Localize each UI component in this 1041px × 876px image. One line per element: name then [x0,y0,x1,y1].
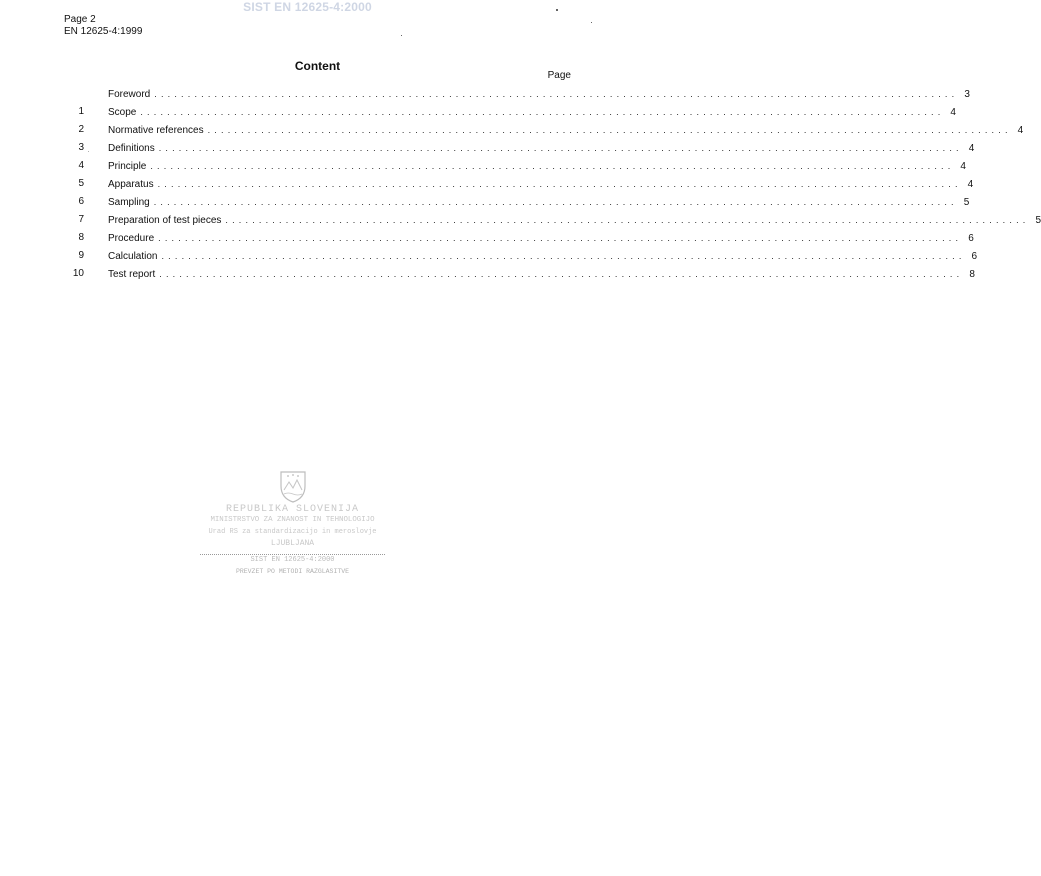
stamp-line: SIST EN 12625-4:2000 [200,554,385,564]
toc-dot-leader: ........................................................................................................................ [154,89,959,99]
watermark-standard-number: SIST EN 12625-4:2000 [243,0,372,14]
toc-dot-leader: ........................................................................................................................ [158,143,963,153]
toc-entry [64,196,970,214]
toc-entry-title: Principle [108,161,147,172]
toc-entry [64,268,975,286]
toc-dot-leader: ........................................................................................................................ [153,197,958,207]
stamp-line: Urad RS za standardizacijo in meroslovje [208,528,377,536]
toc-dot-leader: ........................................................................................................................ [150,161,955,171]
toc-entry-number: 9 [78,250,84,261]
scan-speck [591,22,592,23]
toc-entry-number: 10 [72,268,84,279]
toc-entry-title: Definitions [108,143,155,154]
toc-entry-number: 7 [78,214,84,225]
toc-dot-leader: ........................................................................................................................ [225,215,1030,225]
toc-entry-line [108,268,975,281]
page-header [64,14,142,38]
scan-speck [401,35,402,36]
toc-entry-page: 6 [968,233,974,244]
stamp-line: MINISTRSTVO ZA ZNANOST IN TEHNOLOGIJO [210,516,375,524]
toc-entry-title: Normative references [108,125,204,136]
toc-entry [64,232,974,250]
toc-entry-line [108,178,974,191]
toc-entry [64,106,956,124]
toc-dot-leader: ........................................................................................................................ [161,251,966,261]
stamp-line: PREVZET PO METODI RAZGLASITVE [235,568,350,575]
toc-entry-number: 8 [78,232,84,243]
toc-entry-line [108,88,970,101]
scan-speck [556,9,558,11]
toc-entry-page: 4 [1017,125,1024,136]
toc-entry-page: 6 [971,251,978,262]
toc-entry-line [108,232,974,245]
toc-entry-page: 4 [960,161,966,172]
toc-entry [64,250,978,268]
table-of-contents [64,88,1041,286]
toc-entry-number: 5 [78,178,84,189]
toc-entry-line [108,250,978,263]
toc-entry-page: 3 [964,89,970,100]
toc-dot-leader: ........................................................................................................................ [140,107,945,117]
toc-entry-title: Preparation of test pieces [108,215,222,226]
toc-entry-title: Procedure [108,233,155,244]
toc-entry [64,142,975,160]
toc-entry-title: Apparatus [108,179,154,190]
toc-entry-title: Scope [108,107,137,118]
toc-entry-title: Foreword [108,89,151,100]
toc-entry-number: 4 [78,160,84,171]
toc-entry-number: 3 [78,142,84,153]
toc-entry-line [108,124,1024,137]
toc-entry-page: 8 [969,269,975,280]
toc-entry-page: 4 [967,179,974,190]
toc-entry-number: 6 [78,196,84,207]
toc-dot-leader: ........................................................................................................................ [159,269,964,279]
page-column-label: Page [547,70,571,81]
official-stamp [200,470,385,585]
toc-entry-page: 4 [950,107,956,118]
toc-entry-page: 5 [1035,215,1041,226]
toc-entry [64,160,966,178]
toc-entry-line [108,214,1041,227]
toc-entry-number: 2 [78,124,84,135]
stamp-line: LJUBLJANA [270,539,315,548]
content-title: Content [294,59,341,73]
toc-entry-line [108,196,970,209]
page-number: Page 2 [64,14,96,25]
stamp-line: REPUBLIKA SLOVENIJA [225,504,360,515]
toc-entry-page: 5 [963,197,970,208]
toc-dot-leader: ........................................................................................................................ [158,233,963,243]
toc-entry [64,214,1041,232]
toc-entry [64,124,1024,142]
toc-entry [64,178,974,196]
toc-entry-page: 4 [968,143,975,154]
toc-entry-line [108,106,956,119]
standard-number: EN 12625-4:1999 [64,26,143,37]
coat-of-arms-icon [278,470,308,504]
toc-entry-title: Test report [108,269,156,280]
toc-entry-number: 1 [78,106,84,117]
toc-entry-title: Sampling [108,197,150,208]
toc-entry-title: Calculation [108,251,158,262]
toc-entry [64,88,970,106]
toc-entry-line [108,142,975,155]
toc-entry-line [108,160,966,173]
toc-dot-leader: ........................................................................................................................ [207,125,1012,135]
toc-dot-leader: ........................................................................................................................ [157,179,962,189]
